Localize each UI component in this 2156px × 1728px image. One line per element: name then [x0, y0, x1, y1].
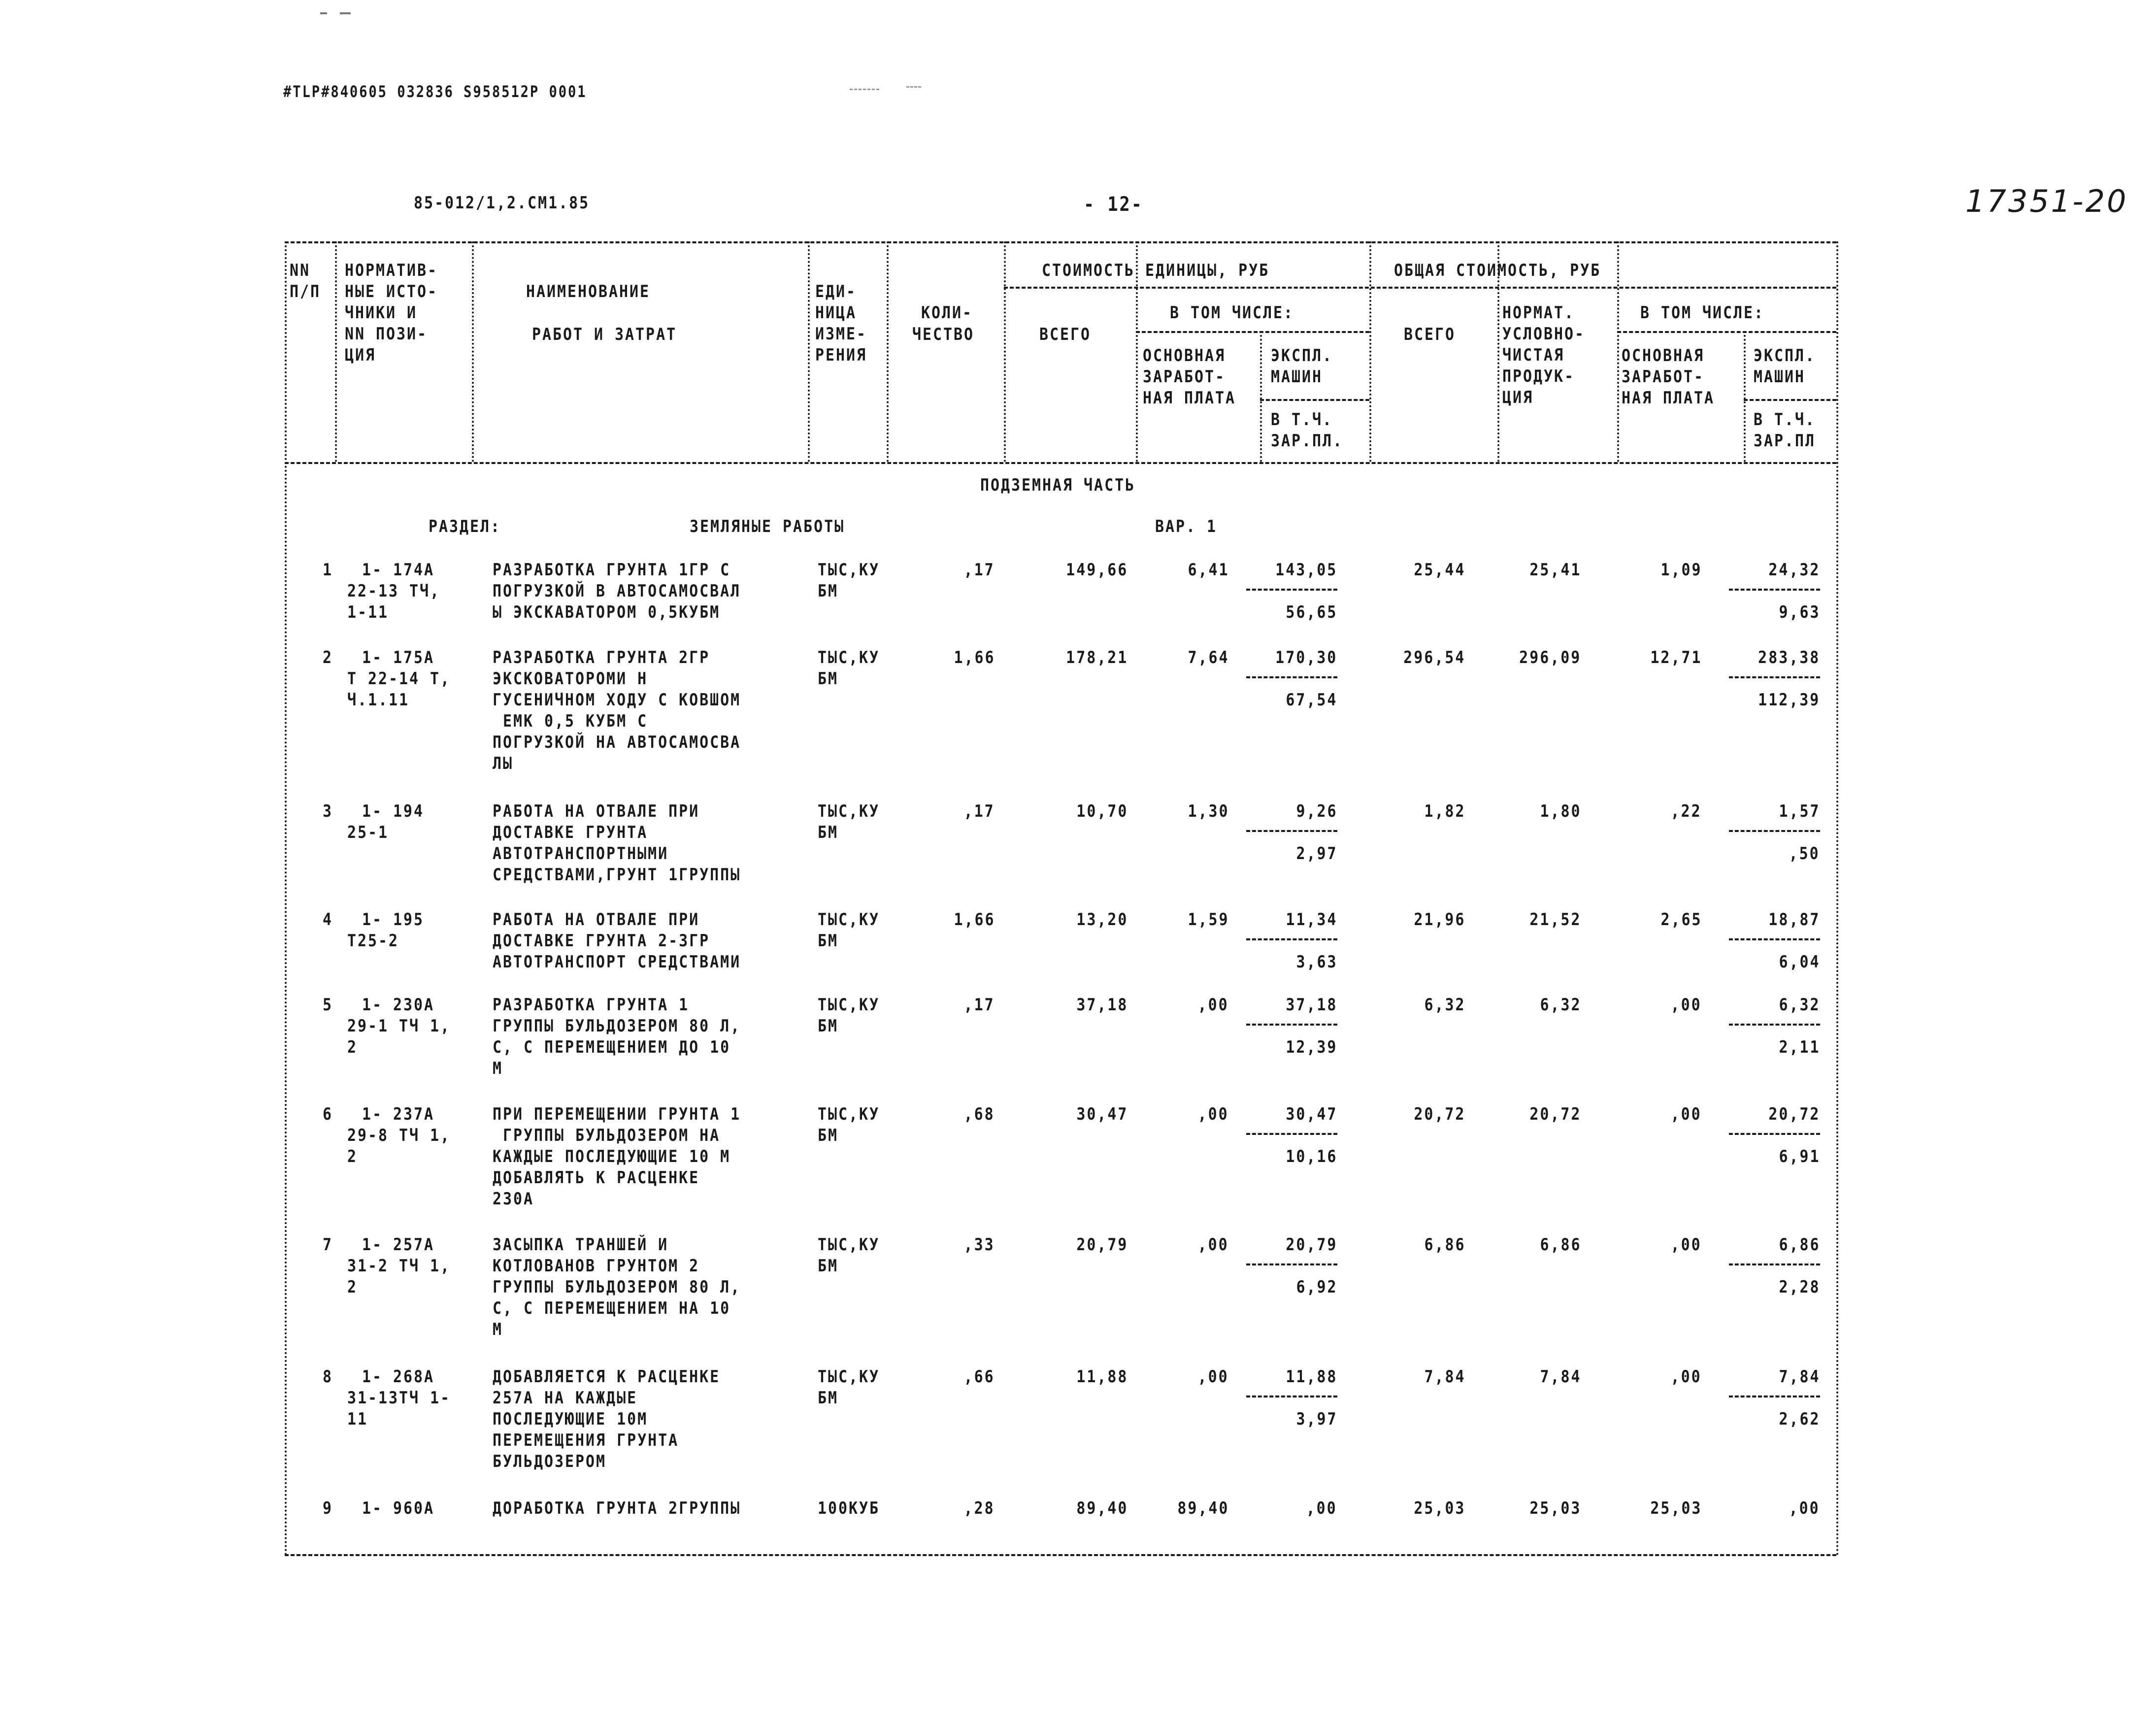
row-normative-net-product: 6,32 [1539, 995, 1581, 1015]
row-unit-cost-total: 89,40 [1076, 1498, 1128, 1518]
fraction-rule [1729, 1024, 1820, 1026]
row-number: 4 [323, 910, 333, 930]
row-total-cost: 296,54 [1403, 648, 1465, 667]
header-machine-operation: МАШИН [1754, 367, 1806, 387]
row-unit: ТЫС,КУ [818, 1235, 880, 1255]
row-normative-net-product: 21,52 [1529, 910, 1581, 930]
header-normative-sources: ЧНИКИ И [345, 303, 418, 323]
row-total-machines: 283,38 [1758, 648, 1820, 667]
row-unit-cost-machine-wage: 67,54 [1285, 690, 1337, 710]
header-column-separator [808, 241, 810, 462]
row-work-name: М [493, 1320, 503, 1339]
handwritten-number: 17351-20 [1965, 183, 2128, 219]
row-total-wage: ,00 [1670, 995, 1702, 1015]
header-including: В ТОМ ЧИСЛЕ: [1640, 303, 1765, 323]
row-normative-code: 1- 960А [362, 1498, 435, 1518]
row-normative-code: 2 [347, 1147, 358, 1166]
row-unit-cost-wage: ,00 [1197, 1104, 1229, 1124]
row-unit: ТЫС,КУ [818, 910, 880, 930]
header-incl-wages: ЗАР.ПЛ. [1271, 431, 1344, 451]
header-nn: NN [290, 261, 311, 280]
row-unit-cost-wage: ,00 [1197, 1367, 1229, 1387]
header-pp: П/П [290, 282, 321, 301]
fraction-rule [1729, 1396, 1820, 1397]
row-normative-code: 2 [347, 1037, 358, 1057]
row-work-name: ПОСЛЕДУЮЩИЕ 10М [493, 1409, 648, 1429]
row-work-name: АВТОТРАНСПОРТНЫМИ [493, 844, 669, 864]
header-subgroup-rule [1260, 399, 1369, 401]
row-work-name: С, С ПЕРЕМЕЩЕНИЕМ НА 10 [493, 1298, 731, 1318]
row-unit-cost-machines: 37,18 [1285, 995, 1337, 1015]
header-column-separator [1369, 241, 1371, 462]
row-total-cost: 21,96 [1413, 910, 1465, 930]
row-unit-cost-machines: 11,88 [1285, 1367, 1337, 1387]
fraction-rule [1246, 676, 1337, 678]
row-normative-code: 11 [347, 1409, 368, 1429]
header-unit: ИЗМЕ- [815, 324, 867, 344]
row-total-wage: ,00 [1670, 1235, 1702, 1255]
row-unit: ТЫС,КУ [818, 560, 880, 580]
header-basic-wage: ЗАРАБОТ- [1622, 367, 1705, 387]
row-total-machines: 24,32 [1768, 560, 1820, 580]
row-unit-cost-machines: 30,47 [1285, 1104, 1337, 1124]
row-work-name: РАЗРАБОТКА ГРУНТА 2ГР [493, 648, 710, 667]
row-work-name: ГРУППЫ БУЛЬДОЗЕРОМ 80 Л, [493, 1016, 741, 1036]
row-quantity: ,17 [963, 801, 995, 821]
header-quantity: ЧЕСТВО [912, 325, 975, 344]
fraction-rule [1246, 1263, 1337, 1265]
header-unit: ЕДИ- [815, 282, 857, 301]
row-normative-code: 1- 195 [362, 910, 425, 930]
row-unit-cost-machine-wage: 56,65 [1285, 602, 1337, 622]
header-bottom-rule [285, 462, 1836, 464]
row-work-name: ГРУППЫ БУЛЬДОЗЕРОМ НА [493, 1126, 721, 1145]
variant-label: ВАР. 1 [1155, 517, 1218, 536]
table-bottom-rule [285, 1554, 1836, 1556]
header-subgroup-rule [1744, 399, 1836, 401]
row-quantity: ,33 [963, 1235, 995, 1255]
fraction-rule [1729, 589, 1820, 591]
page-number: - 12- [1084, 193, 1143, 216]
row-total-wage: ,00 [1670, 1104, 1702, 1124]
row-total-wage: 2,65 [1660, 910, 1702, 930]
row-unit-cost-total: 37,18 [1076, 995, 1128, 1015]
header-name: РАБОТ И ЗАТРАТ [532, 325, 677, 344]
row-work-name: РАЗРАБОТКА ГРУНТА 1ГР С [493, 560, 731, 580]
row-normative-net-product: 25,03 [1529, 1498, 1581, 1518]
row-normative-net-product: 7,84 [1539, 1367, 1581, 1387]
table-top-rule [285, 241, 1836, 243]
row-work-name: РАБОТА НА ОТВАЛЕ ПРИ [493, 910, 700, 930]
row-unit-cost-total: 11,88 [1076, 1367, 1128, 1387]
section-label: РАЗДЕЛ: [429, 517, 501, 536]
row-total-machines: 6,32 [1778, 995, 1820, 1015]
header-incl-wages: ЗАР.ПЛ [1754, 431, 1816, 451]
row-normative-code: 1- 230А [362, 995, 435, 1015]
row-normative-net-product: 20,72 [1529, 1104, 1581, 1124]
row-unit: ТЫС,КУ [818, 648, 880, 667]
row-work-name: ДОБАВЛЯЕТСЯ К РАСЦЕНКЕ [493, 1367, 721, 1387]
header-column-separator [1744, 331, 1746, 462]
row-work-name: ПЕРЕМЕЩЕНИЯ ГРУНТА [493, 1430, 679, 1450]
row-total-cost: 25,44 [1413, 560, 1465, 580]
row-unit-cost-machines: ,00 [1306, 1498, 1337, 1518]
row-work-name: АВТОТРАНСПОРТ СРЕДСТВАМИ [493, 952, 741, 972]
row-work-name: ПОГРУЗКОЙ НА АВТОСАМОСВА [493, 732, 741, 752]
fraction-rule [1246, 938, 1337, 940]
row-work-name: РАЗРАБОТКА ГРУНТА 1 [493, 995, 690, 1015]
header-normative-sources: НОРМАТИВ- [345, 261, 438, 280]
row-unit-cost-machines: 11,34 [1285, 910, 1337, 930]
row-work-name: ЗАСЫПКА ТРАНШЕЙ И [493, 1235, 669, 1255]
row-unit-cost-machines: 143,05 [1275, 560, 1337, 580]
row-unit: ТЫС,КУ [818, 1104, 880, 1124]
row-total-machine-wage: 2,11 [1778, 1037, 1820, 1057]
row-unit-cost-wage: 6,41 [1187, 560, 1229, 580]
header-column-separator [472, 241, 474, 462]
row-total-wage: 1,09 [1660, 560, 1702, 580]
row-unit: БМ [818, 823, 839, 842]
row-unit-cost-wage: 7,64 [1187, 648, 1229, 667]
row-work-name: СРЕДСТВАМИ,ГРУНТ 1ГРУППЫ [493, 865, 741, 885]
row-number: 2 [323, 648, 333, 667]
header-basic-wage: ОСНОВНАЯ [1143, 346, 1226, 366]
row-total-cost: 7,84 [1424, 1367, 1465, 1387]
row-quantity: ,66 [963, 1367, 995, 1387]
row-unit: 100КУБ [818, 1498, 880, 1518]
row-total-machine-wage: 6,04 [1778, 952, 1820, 972]
header-total-cost: ОБЩАЯ СТОИМОСТЬ, РУБ [1394, 261, 1601, 280]
row-unit: ТЫС,КУ [818, 1367, 880, 1387]
row-quantity: 1,66 [953, 910, 995, 930]
row-normative-net-product: 6,86 [1539, 1235, 1581, 1255]
row-unit: БМ [818, 581, 839, 601]
row-work-name: ГРУППЫ БУЛЬДОЗЕРОМ 80 Л, [493, 1277, 741, 1297]
row-total-machine-wage: 2,62 [1778, 1409, 1820, 1429]
header-including: В ТОМ ЧИСЛЕ: [1170, 303, 1294, 323]
header-incl-wages: В Т.Ч. [1754, 410, 1816, 430]
row-work-name: ДОРАБОТКА ГРУНТА 2ГРУППЫ [493, 1498, 741, 1518]
row-unit: БМ [818, 1016, 839, 1036]
header-normative-sources: ЦИЯ [345, 345, 376, 365]
row-work-name: ДОБАВЛЯТЬ К РАСЦЕНКЕ [493, 1168, 700, 1188]
row-work-name: ГУСЕНИЧНОМ ХОДУ С КОВШОМ [493, 690, 741, 710]
header-basic-wage: НАЯ ПЛАТА [1622, 388, 1715, 408]
row-total-machine-wage: 112,39 [1758, 690, 1820, 710]
row-normative-net-product: 296,09 [1519, 648, 1581, 667]
section-title: ПОДЗЕМНАЯ ЧАСТЬ [980, 475, 1136, 495]
header-unit: РЕНИЯ [815, 345, 867, 365]
row-normative-code: 1- 175А [362, 648, 435, 667]
row-unit: БМ [818, 1388, 839, 1408]
row-work-name: БУЛЬДОЗЕРОМ [493, 1452, 607, 1471]
scan-speck [340, 12, 351, 14]
header-incl-wages: В Т.Ч. [1271, 410, 1333, 430]
row-unit-cost-machines: 20,79 [1285, 1235, 1337, 1255]
row-total-machine-wage: 6,91 [1778, 1147, 1820, 1166]
scan-artifact [850, 89, 879, 90]
fraction-rule [1729, 1133, 1820, 1135]
row-normative-code: Ч.1.11 [347, 690, 410, 710]
row-unit-cost-wage: 89,40 [1177, 1498, 1229, 1518]
header-basic-wage: НАЯ ПЛАТА [1143, 388, 1236, 408]
fraction-rule [1729, 1263, 1820, 1265]
header-basic-wage: ЗАРАБОТ- [1143, 367, 1226, 387]
document-code: #TLP#840605 032836 S958512P 0001 [283, 82, 587, 101]
row-total-machines: 18,87 [1768, 910, 1820, 930]
document-reference: 85-012/1,2.CM1.85 [414, 193, 590, 213]
row-work-name: КАЖДЫЕ ПОСЛЕДУЮЩИЕ 10 М [493, 1147, 731, 1166]
row-work-name: ЕМК 0,5 КУБМ С [493, 711, 648, 731]
row-total-cost: 20,72 [1413, 1104, 1465, 1124]
row-unit: ТЫС,КУ [818, 995, 880, 1015]
row-unit: БМ [818, 1256, 839, 1276]
row-total-wage: ,22 [1670, 801, 1702, 821]
row-unit-cost-total: 10,70 [1076, 801, 1128, 821]
row-total-cost: 1,82 [1424, 801, 1465, 821]
row-unit-cost-total: 30,47 [1076, 1104, 1128, 1124]
row-work-name: КОТЛОВАНОВ ГРУНТОМ 2 [493, 1256, 700, 1276]
fraction-rule [1246, 830, 1337, 832]
row-unit-cost-machine-wage: 10,16 [1285, 1147, 1337, 1166]
row-work-name: М [493, 1059, 503, 1078]
fraction-rule [1729, 830, 1820, 832]
row-unit-cost-total: 149,66 [1065, 560, 1128, 580]
row-work-name: ЭКСКОВАТОРОМИ Н [493, 669, 648, 689]
row-work-name: 230А [493, 1189, 534, 1209]
row-normative-code: 29-1 ТЧ 1, [347, 1016, 451, 1036]
header-normative-net-product: ЧИСТАЯ [1502, 345, 1565, 365]
row-number: 6 [323, 1104, 333, 1124]
row-unit: ТЫС,КУ [818, 801, 880, 821]
header-basic-wage: ОСНОВНАЯ [1622, 346, 1705, 366]
row-total-machines: 1,57 [1778, 801, 1820, 821]
row-normative-code: 22-13 ТЧ, [347, 581, 441, 601]
header-column-separator [1617, 241, 1619, 462]
row-normative-code: 1-11 [347, 602, 389, 622]
row-work-name: ДОСТАВКЕ ГРУНТА [493, 823, 648, 842]
row-quantity: ,17 [963, 560, 995, 580]
row-unit-cost-total: 20,79 [1076, 1235, 1128, 1255]
row-normative-code: 1- 174А [362, 560, 435, 580]
header-name: НАИМЕНОВАНИЕ [526, 282, 651, 301]
row-normative-net-product: 1,80 [1539, 801, 1581, 821]
row-number: 9 [323, 1498, 333, 1518]
fraction-rule [1246, 1396, 1337, 1397]
scan-artifact [906, 86, 921, 88]
row-unit: БМ [818, 931, 839, 951]
scan-speck [320, 12, 327, 14]
row-total-machines: 20,72 [1768, 1104, 1820, 1124]
row-normative-code: 29-8 ТЧ 1, [347, 1126, 451, 1145]
row-normative-code: 31-2 ТЧ 1, [347, 1256, 451, 1276]
fraction-rule [1729, 676, 1820, 678]
row-normative-code: 1- 268А [362, 1367, 435, 1387]
row-unit-cost-machine-wage: 3,63 [1295, 952, 1337, 972]
table-right-border [1836, 241, 1838, 1557]
row-unit-cost-machines: 170,30 [1275, 648, 1337, 667]
row-normative-net-product: 25,41 [1529, 560, 1581, 580]
row-normative-code: 2 [347, 1277, 358, 1297]
row-total-wage: 12,71 [1650, 648, 1702, 667]
row-quantity: ,68 [963, 1104, 995, 1124]
row-number: 1 [323, 560, 333, 580]
header-normative-net-product: УСЛОВНО- [1502, 324, 1586, 344]
row-work-name: ПОГРУЗКОЙ В АВТОСАМОСВАЛ [493, 581, 741, 601]
row-normative-code: 25-1 [347, 823, 389, 842]
row-total-machines: 6,86 [1778, 1235, 1820, 1255]
row-unit-cost-machine-wage: 12,39 [1285, 1037, 1337, 1057]
row-normative-code: Т 22-14 Т, [347, 669, 451, 689]
header-column-separator [1004, 241, 1006, 462]
row-quantity: ,28 [963, 1498, 995, 1518]
row-number: 8 [323, 1367, 333, 1387]
row-work-name: 257А НА КАЖДЫЕ [493, 1388, 638, 1408]
header-subgroup-rule [1617, 331, 1836, 333]
row-normative-code: 1- 237А [362, 1104, 435, 1124]
header-normative-sources: НЫЕ ИСТО- [345, 282, 438, 301]
header-unit-cost: СТОИМОСТЬ ЕДИНИЦЫ, РУБ [1042, 261, 1270, 280]
row-normative-code: 31-13ТЧ 1- [347, 1388, 451, 1408]
row-number: 7 [323, 1235, 333, 1255]
row-normative-code: Т25-2 [347, 931, 399, 951]
table-left-border [285, 241, 287, 1557]
header-machine-operation: МАШИН [1271, 367, 1323, 387]
row-total-wage: 25,03 [1650, 1498, 1702, 1518]
header-quantity: КОЛИ- [921, 303, 973, 323]
row-total-cost: 25,03 [1413, 1498, 1465, 1518]
row-unit-cost-total: 13,20 [1076, 910, 1128, 930]
row-unit: БМ [818, 1126, 839, 1145]
row-total-machine-wage: ,50 [1789, 844, 1820, 864]
fraction-rule [1729, 938, 1820, 940]
row-total-machine-wage: 9,63 [1778, 602, 1820, 622]
row-number: 5 [323, 995, 333, 1015]
row-quantity: 1,66 [953, 648, 995, 667]
row-work-name: ДОСТАВКЕ ГРУНТА 2-3ГР [493, 931, 710, 951]
row-work-name: ЛЫ [493, 754, 514, 773]
header-normative-net-product: ЦИЯ [1502, 388, 1534, 407]
header-machine-operation: ЭКСПЛ. [1271, 346, 1333, 366]
fraction-rule [1246, 1133, 1337, 1135]
row-unit-cost-machine-wage: 6,92 [1295, 1277, 1337, 1297]
header-total: ВСЕГО [1404, 325, 1456, 344]
row-unit-cost-wage: ,00 [1197, 1235, 1229, 1255]
header-normative-sources: NN ПОЗИ- [345, 324, 428, 344]
row-unit-cost-machine-wage: 2,97 [1295, 844, 1337, 864]
row-work-name: ПРИ ПЕРЕМЕЩЕНИИ ГРУНТА 1 [493, 1104, 741, 1124]
section-name: ЗЕМЛЯНЫЕ РАБОТЫ [690, 517, 845, 536]
row-normative-code: 1- 194 [362, 801, 425, 821]
header-group-rule [1004, 287, 1836, 289]
row-unit: БМ [818, 669, 839, 689]
row-total-machines: ,00 [1789, 1498, 1820, 1518]
row-work-name: Ы ЭКСКАВАТОРОМ 0,5КУБМ [493, 602, 721, 622]
fraction-rule [1246, 589, 1337, 591]
row-work-name: РАБОТА НА ОТВАЛЕ ПРИ [493, 801, 700, 821]
header-unit: НИЦА [815, 303, 857, 323]
row-total-wage: ,00 [1670, 1367, 1702, 1387]
row-total-cost: 6,86 [1424, 1235, 1465, 1255]
header-machine-operation: ЭКСПЛ. [1754, 346, 1816, 366]
row-total-cost: 6,32 [1424, 995, 1465, 1015]
row-work-name: С, С ПЕРЕМЕЩЕНИЕМ ДО 10 [493, 1037, 731, 1057]
header-column-separator [1260, 331, 1262, 462]
row-unit-cost-machine-wage: 3,97 [1295, 1409, 1337, 1429]
header-subgroup-rule [1136, 331, 1369, 333]
row-normative-code: 1- 257А [362, 1235, 435, 1255]
header-column-separator [335, 241, 337, 462]
row-unit-cost-wage: 1,30 [1187, 801, 1229, 821]
row-quantity: ,17 [963, 995, 995, 1015]
row-unit-cost-total: 178,21 [1065, 648, 1128, 667]
row-total-machine-wage: 2,28 [1778, 1277, 1820, 1297]
fraction-rule [1246, 1024, 1337, 1026]
header-normative-net-product: ПРОДУК- [1502, 366, 1575, 386]
header-normative-net-product: НОРМАТ. [1502, 303, 1575, 323]
header-total: ВСЕГО [1039, 325, 1092, 344]
row-total-machines: 7,84 [1778, 1367, 1820, 1387]
row-unit-cost-wage: ,00 [1197, 995, 1229, 1015]
row-number: 3 [323, 801, 333, 821]
header-column-separator [887, 241, 889, 462]
row-unit-cost-machines: 9,26 [1295, 801, 1337, 821]
row-unit-cost-wage: 1,59 [1187, 910, 1229, 930]
